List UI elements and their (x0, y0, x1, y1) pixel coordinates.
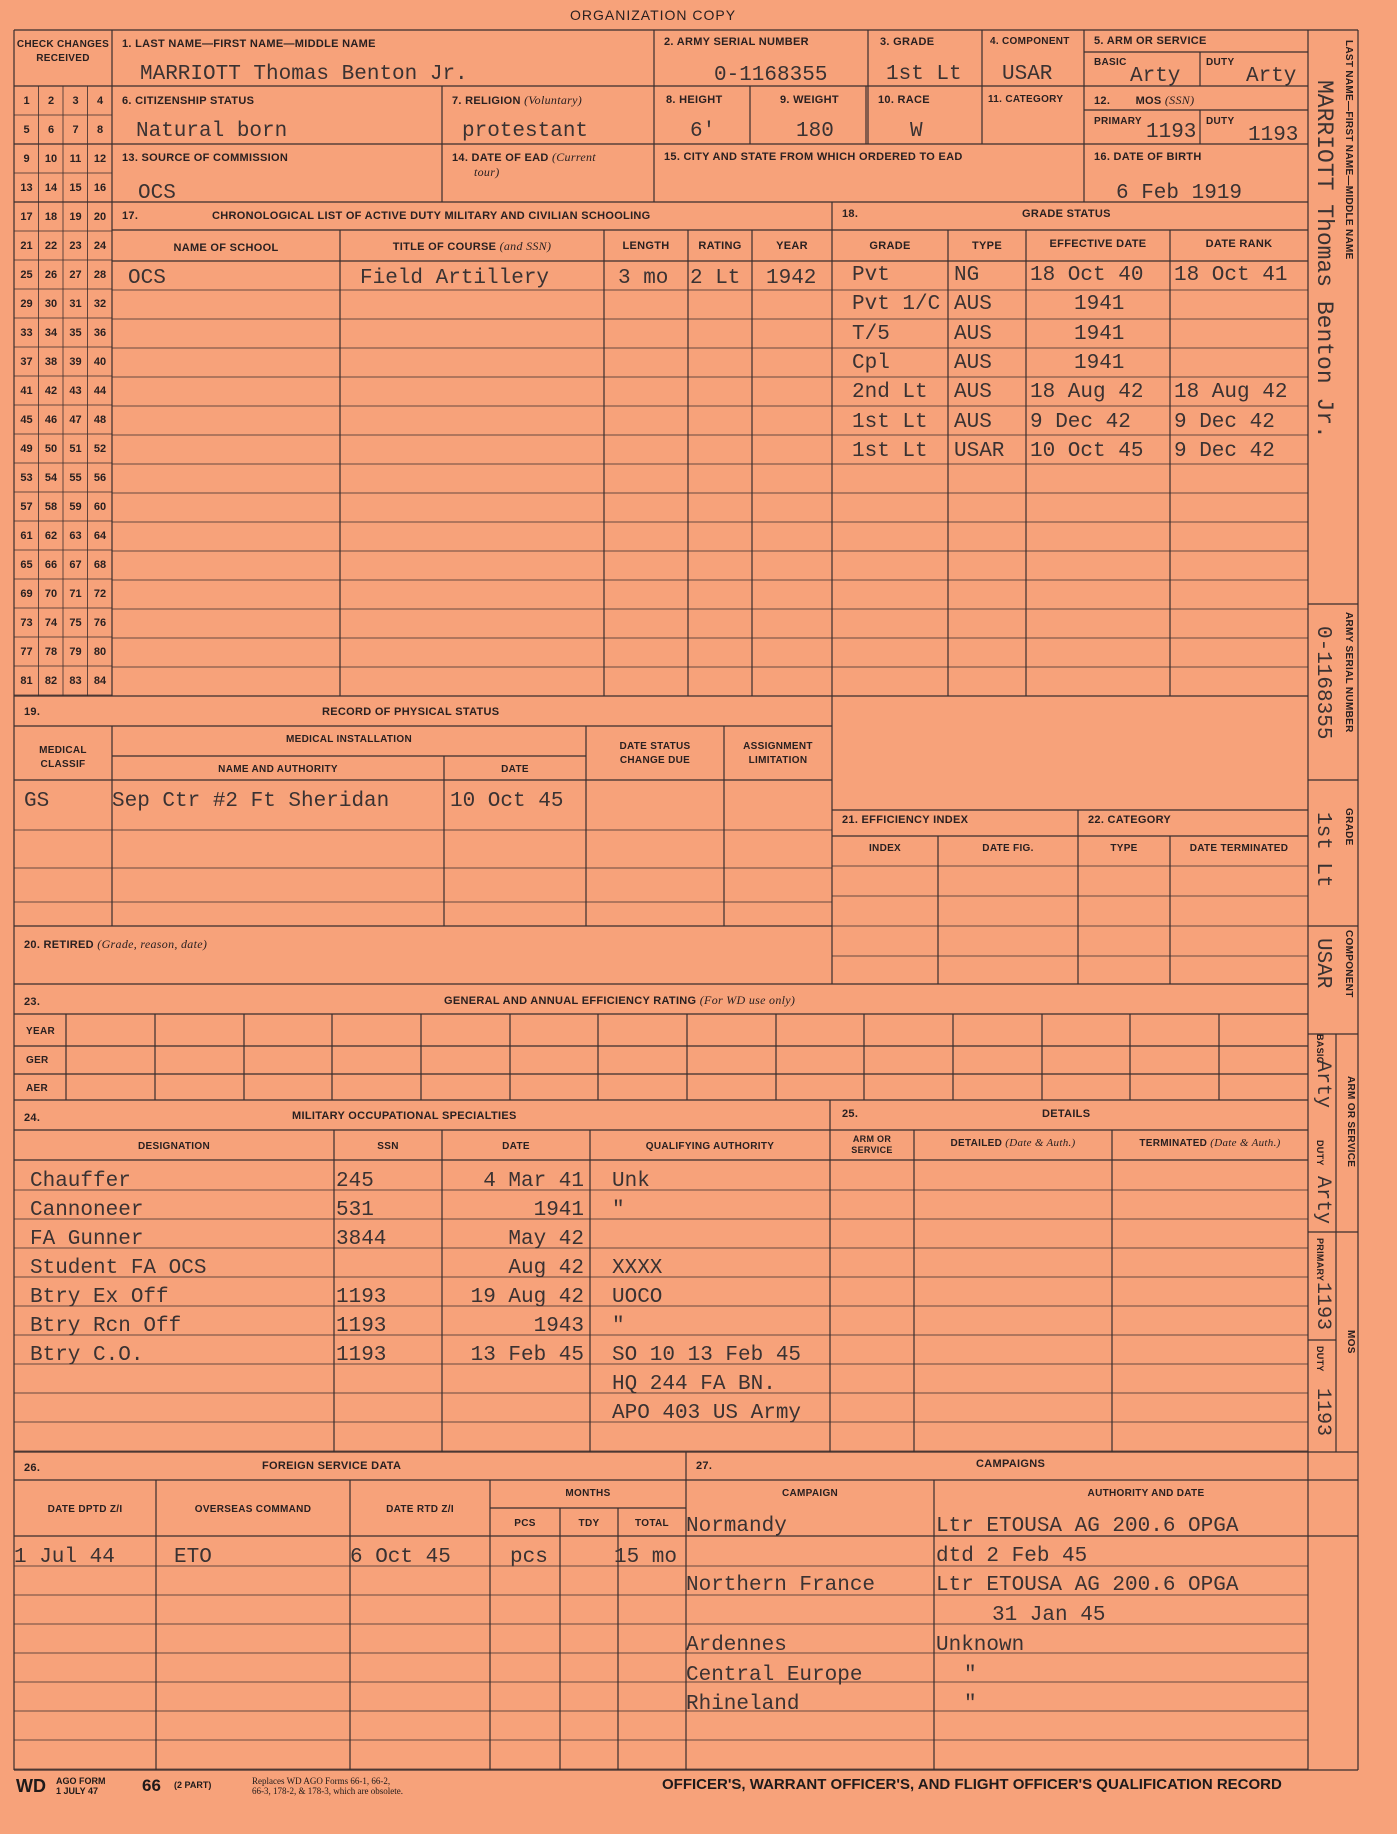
grade-status-type: AUS (954, 322, 992, 346)
check-number-cell: 48 (93, 414, 107, 426)
grade-status-type: USAR (954, 439, 1005, 463)
grade-status-eff: 18 Oct 40 (1030, 264, 1144, 287)
mos-ssn: 1193 (336, 1315, 387, 1338)
check-number-cell: 18 (44, 211, 58, 223)
check-number-cell: 55 (69, 472, 82, 484)
check-number-cell: 4 (96, 95, 104, 107)
mos-date-header: DATE (502, 1141, 530, 1152)
check-number-cell: 54 (44, 472, 58, 484)
field-26-label: FOREIGN SERVICE DATA (262, 1460, 402, 1472)
check-number-cell: 68 (93, 559, 107, 571)
arm-basic-value: Arty (1130, 65, 1181, 88)
check-number-cell: 8 (96, 124, 104, 136)
campaign-campaign: Ardennes (686, 1633, 787, 1657)
rating-aer-label: AER (26, 1083, 49, 1094)
rating-header: RATING (698, 240, 742, 252)
medical-installation-header: MEDICAL INSTALLATION (286, 734, 412, 745)
mos-ssn: 1193 (336, 1344, 387, 1367)
field-18-label: GRADE STATUS (1022, 208, 1111, 220)
field-27-num: 27. (696, 1460, 713, 1472)
campaign-auth: " (964, 1693, 977, 1717)
field-19-num: 19. (24, 706, 41, 718)
check-number-cell: 32 (93, 298, 107, 310)
grade-status-grade: Pvt (852, 264, 890, 287)
mos-ssn: 1193 (336, 1286, 387, 1309)
check-number-cell: 24 (93, 240, 107, 252)
side-arm-duty-value: Arty (1311, 1176, 1334, 1225)
physical-name: Sep Ctr #2 Ft Sheridan (112, 790, 390, 813)
date-rtd-value: 6 Oct 45 (350, 1546, 451, 1569)
field-15-label: 15. CITY AND STATE FROM WHICH ORDERED TO EAD (664, 151, 963, 163)
mos-auth: " (612, 1199, 625, 1222)
check-number-cell: 63 (69, 530, 82, 542)
check-number-cell: 45 (20, 414, 33, 426)
check-number-cell: 28 (93, 269, 107, 281)
check-number-cell: 49 (20, 443, 33, 455)
check-number-cell: 71 (69, 588, 82, 600)
campaign-campaign: Normandy (686, 1515, 787, 1538)
pcs-value: pcs (510, 1546, 548, 1569)
footer-part: (2 PART) (174, 1780, 212, 1790)
check-number-cell: 76 (93, 617, 107, 629)
total-header: TOTAL (635, 1518, 669, 1529)
qualifying-authority-header: QUALIFYING AUTHORITY (645, 1141, 775, 1152)
check-number-cell: 70 (44, 588, 58, 600)
side-asn-value: 0-1168355 (1311, 626, 1334, 740)
field-17-num: 17. (122, 210, 139, 222)
designation-header: DESIGNATION (137, 1141, 210, 1152)
campaign-campaign: Rhineland (686, 1693, 800, 1717)
footer-ago-date: 1 JULY 47 (56, 1786, 99, 1796)
check-number-cell: 56 (93, 472, 107, 484)
check-number-cell: 83 (69, 675, 82, 687)
course-header: TITLE OF COURSE (and SSN) (392, 239, 552, 253)
check-number-cell: 50 (44, 443, 58, 455)
index-header: INDEX (868, 843, 902, 854)
grade-status-type: NG (954, 264, 980, 287)
field-16-label: 16. DATE OF BIRTH (1094, 151, 1202, 163)
check-number-cell: 33 (20, 327, 33, 339)
schooling-course: Field Artillery (360, 267, 550, 290)
religion-value: protestant (462, 120, 589, 143)
field-11-label: 11. CATEGORY (988, 94, 1064, 105)
field-4-label: 4. COMPONENT (990, 36, 1070, 47)
field-24-label: MILITARY OCCUPATIONAL SPECIALTIES (292, 1110, 517, 1122)
grade-status-eff: 10 Oct 45 (1030, 439, 1144, 463)
check-number-cell: 1 (23, 95, 30, 107)
side-component-label: COMPONENT (1343, 930, 1354, 998)
schooling-school: OCS (128, 267, 166, 290)
check-number-cell: 17 (20, 211, 33, 223)
check-number-cell: 35 (69, 327, 82, 339)
check-number-cell: 36 (93, 327, 107, 339)
check-number-cell: 47 (69, 414, 82, 426)
mos-date: 4 Mar 41 (483, 1170, 585, 1193)
dob-value: 6 Feb 1919 (1116, 182, 1243, 205)
check-number-cell: 82 (44, 675, 58, 687)
check-number-cell: 84 (93, 675, 107, 687)
footer-replaces-1: Replaces WD AGO Forms 66-1, 66-2, (252, 1776, 391, 1786)
check-number-cell: 51 (69, 443, 82, 455)
check-number-cell: 7 (72, 124, 79, 136)
check-number-cell: 66 (44, 559, 58, 571)
field-27-label: CAMPAIGNS (976, 1458, 1046, 1470)
physical-classif: GS (24, 790, 50, 813)
footer-wd: WD (16, 1776, 46, 1796)
field-23-label: GENERAL AND ANNUAL EFFICIENCY RATING (For WD use only) (444, 993, 796, 1007)
side-duty2-label: DUTY (1315, 1346, 1325, 1372)
mos-date: May 42 (508, 1228, 585, 1251)
footer-replaces-2: 66-3, 178-2, & 178-3, which are obsolete. (252, 1786, 403, 1796)
date-dptd-value: 1 Jul 44 (14, 1546, 115, 1569)
date-rtd-header: DATE RTD Z/I (386, 1504, 454, 1515)
check-changes-label: CHECK CHANGES RECEIVED (16, 39, 110, 64)
side-asn-label: ARMY SERIAL NUMBER (1343, 612, 1354, 733)
grade-status-grade: T/5 (852, 322, 890, 346)
grade-status-eff: 1941 (1074, 293, 1125, 317)
check-number-cell: 77 (20, 646, 33, 658)
date-terminated-header: DATE TERMINATED (1189, 843, 1289, 854)
date-rank-header: DATE RANK (1205, 238, 1273, 250)
side-grade-value: 1st Lt (1311, 812, 1334, 888)
field-9-label: 9. WEIGHT (780, 94, 839, 106)
race-value: W (910, 120, 923, 143)
grade-status-type: AUS (954, 293, 992, 317)
copy-title: ORGANIZATION COPY (570, 7, 737, 23)
check-number-cell: 40 (93, 356, 107, 368)
field-13-label: 13. SOURCE OF COMMISSION (122, 152, 289, 164)
mos-ssn-header: SSN (377, 1141, 399, 1152)
check-number-cell: 78 (44, 646, 58, 658)
check-number-cell: 46 (44, 414, 58, 426)
field-25-num: 25. (842, 1108, 859, 1120)
arm-service-header: ARM OR SERVICE (851, 1134, 893, 1155)
grade-status-eff: 1941 (1074, 351, 1125, 375)
check-number-cell: 37 (20, 356, 33, 368)
footer-ago-form: AGO FORM (56, 1776, 106, 1786)
check-number-cell: 25 (20, 269, 33, 281)
campaign-auth: Unknown (936, 1633, 1025, 1657)
check-number-cell: 9 (23, 153, 30, 165)
mos-auth: Unk (612, 1170, 650, 1193)
side-arm-label: ARM OR SERVICE (1345, 1076, 1356, 1168)
mos-desig: Cannoneer (30, 1199, 144, 1222)
mos-auth: HQ 244 FA BN. (612, 1373, 776, 1396)
side-basic-label: BASIC (1315, 1034, 1325, 1064)
mos-desig: FA Gunner (30, 1228, 144, 1251)
length-header: LENGTH (622, 240, 670, 252)
field-6-label: 6. CITIZENSHIP STATUS (122, 95, 255, 107)
grade-status-grade: 2nd Lt (852, 381, 928, 405)
check-number-cell: 58 (44, 501, 58, 513)
component-value: USAR (1002, 63, 1053, 86)
check-number-cell: 74 (44, 617, 58, 629)
campaign-auth: 31 Jan 45 (992, 1604, 1106, 1628)
rating-year-label: YEAR (26, 1026, 55, 1037)
check-number-cell: 27 (69, 269, 82, 281)
check-number-cell: 57 (20, 501, 33, 513)
install-date-header: DATE (501, 764, 529, 775)
height-value: 6' (690, 120, 716, 143)
field-10-label: 10. RACE (878, 94, 930, 106)
side-arm-basic-value: Arty (1311, 1060, 1334, 1109)
field-20-label: 20. RETIRED (Grade, reason, date) (24, 937, 208, 951)
mos-date: 1943 (533, 1315, 585, 1338)
field-8-label: 8. HEIGHT (666, 94, 723, 106)
field-18-num: 18. (842, 208, 859, 220)
field-14-label: 14. DATE OF EAD (Current (452, 150, 596, 164)
mos-ssn: 245 (336, 1170, 374, 1193)
field-25-label: DETAILS (1042, 1108, 1091, 1120)
mos-desig: Btry Ex Off (30, 1286, 169, 1309)
grade-status-rank: 9 Dec 42 (1174, 410, 1275, 434)
mos-duty-value: 1193 (1248, 124, 1299, 147)
overseas-command-value: ETO (174, 1546, 212, 1569)
detailed-header: DETAILED (Date & Auth.) (950, 1137, 1076, 1149)
field-26-num: 26. (24, 1462, 41, 1474)
footer-form-title: OFFICER'S, WARRANT OFFICER'S, AND FLIGHT OFFICER'S QUALIFICATION RECORD (662, 1776, 1282, 1793)
check-number-cell: 26 (44, 269, 58, 281)
name-value: MARRIOTT Thomas Benton Jr. (140, 63, 468, 86)
mos-duty-label: DUTY (1206, 116, 1235, 127)
check-number-cell: 21 (20, 240, 33, 252)
mos-date: 19 Aug 42 (470, 1286, 585, 1309)
school-name-header: NAME OF SCHOOL (173, 242, 279, 254)
campaign-campaign: Northern France (686, 1574, 876, 1598)
grade-status-type: AUS (954, 351, 992, 375)
mos-auth: APO 403 US Army (612, 1402, 802, 1425)
check-number-cell: 20 (93, 211, 107, 223)
field-14-note: tour) (474, 165, 500, 179)
mos-primary-label: PRIMARY (1094, 116, 1142, 127)
check-number-cell: 30 (44, 298, 58, 310)
check-number-cell: 5 (23, 124, 30, 136)
check-number-cell: 2 (47, 95, 55, 107)
check-number-cell: 29 (20, 298, 33, 310)
campaign-auth: Ltr ETOUSA AG 200.6 OPGA (936, 1515, 1239, 1538)
year-header: YEAR (776, 240, 808, 252)
field-19-label: RECORD OF PHYSICAL STATUS (322, 706, 500, 718)
check-number-cell: 11 (69, 153, 82, 165)
field-2-label: 2. ARMY SERIAL NUMBER (664, 36, 809, 48)
campaign-header: CAMPAIGN (781, 1488, 839, 1499)
grade-status-eff: 1941 (1074, 322, 1125, 346)
mos-desig: Chauffer (30, 1170, 131, 1193)
category-type-header: TYPE (1110, 843, 1138, 854)
form-footer (16, 1776, 1356, 1816)
field-5-label: 5. ARM OR SERVICE (1094, 35, 1207, 47)
side-name-value: MARRIOTT Thomas Benton Jr. (1311, 80, 1337, 439)
effective-date-header: EFFECTIVE DATE (1049, 238, 1147, 250)
check-number-cell: 34 (44, 327, 58, 339)
grade-status-grade: 1st Lt (852, 410, 928, 434)
side-grade-label: GRADE (1343, 808, 1354, 846)
grade-status-rank: 18 Aug 42 (1174, 381, 1288, 405)
schooling-length: 3 mo (618, 267, 669, 290)
side-mos-duty-value: 1193 (1311, 1388, 1334, 1437)
field-12-label: 12. MOS (SSN) (1094, 93, 1195, 107)
tdy-header: TDY (578, 1518, 600, 1529)
months-header: MONTHS (565, 1488, 611, 1499)
check-number-cell: 69 (20, 588, 33, 600)
mos-auth: XXXX (612, 1257, 663, 1280)
campaign-auth: dtd 2 Feb 45 (936, 1544, 1088, 1568)
grade-header: GRADE (869, 240, 911, 252)
footer-form-number: 66 (142, 1776, 161, 1795)
check-number-cell: 79 (69, 646, 82, 658)
check-number-cell: 41 (20, 385, 33, 397)
field-21-label: 21. EFFICIENCY INDEX (842, 814, 969, 826)
side-mos-label: MOS (1345, 1330, 1356, 1354)
field-17-label: CHRONOLOGICAL LIST OF ACTIVE DUTY MILITARY AND CIVILIAN SCHOOLING (212, 210, 651, 222)
side-name-label: LAST NAME—FIRST NAME—MIDDLE NAME (1343, 40, 1354, 260)
schooling-rating: 2 Lt (690, 267, 741, 290)
check-number-cell: 38 (44, 356, 58, 368)
field-24-num: 24. (24, 1112, 41, 1124)
check-number-cell: 13 (20, 182, 33, 194)
grade-status-grade: Pvt 1/C (852, 293, 941, 317)
mos-primary-value: 1193 (1146, 121, 1197, 144)
check-number-cell: 43 (69, 385, 82, 397)
grade-status-rank: 9 Dec 42 (1174, 439, 1275, 463)
check-number-cell: 42 (44, 385, 58, 397)
citizenship-value: Natural born (136, 120, 288, 143)
check-number-cell: 16 (93, 182, 107, 194)
check-number-cell: 19 (69, 211, 82, 223)
side-component-value: USAR (1311, 938, 1334, 989)
grade-status-eff: 9 Dec 42 (1030, 410, 1131, 434)
check-number-cell: 53 (20, 472, 33, 484)
check-number-cell: 60 (93, 501, 107, 513)
check-number-cell: 64 (93, 530, 107, 542)
check-number-cell: 14 (44, 182, 58, 194)
mos-ssn: 531 (336, 1199, 374, 1222)
date-fig-header: DATE FIG. (982, 843, 1034, 854)
terminated-header: TERMINATED (Date & Auth.) (1139, 1137, 1281, 1149)
check-number-cell: 23 (69, 240, 82, 252)
mos-ssn: 3844 (336, 1228, 387, 1251)
grade-status-grade: Cpl (852, 351, 890, 375)
status-change-header: DATE STATUS CHANGE DUE (619, 741, 691, 766)
mos-date: 13 Feb 45 (470, 1344, 585, 1367)
grade-status-type: AUS (954, 410, 992, 434)
check-number-cell: 61 (20, 530, 33, 542)
grade-status-eff: 18 Aug 42 (1030, 381, 1144, 405)
side-primary-label: PRIMARY (1315, 1238, 1325, 1282)
mos-desig: Btry Rcn Off (30, 1315, 182, 1338)
type-header: TYPE (972, 240, 1002, 252)
check-number-cell: 3 (72, 95, 79, 107)
asn-value: 0-1168355 (714, 64, 828, 87)
mos-auth: SO 10 13 Feb 45 (612, 1344, 802, 1367)
arm-duty-value: Arty (1246, 65, 1297, 88)
grade-status-rank: 18 Oct 41 (1174, 264, 1288, 287)
check-number-cell: 65 (20, 559, 33, 571)
field-1-label: 1. LAST NAME—FIRST NAME—MIDDLE NAME (122, 38, 376, 50)
check-number-cell: 72 (93, 588, 107, 600)
rating-ger-label: GER (26, 1055, 49, 1066)
check-number-cell: 10 (44, 153, 58, 165)
name-authority-header: NAME AND AUTHORITY (218, 764, 338, 775)
campaign-authority-header: AUTHORITY AND DATE (1087, 1488, 1205, 1499)
pcs-header: PCS (514, 1518, 536, 1529)
check-number-cell: 12 (93, 153, 107, 165)
campaign-auth: Ltr ETOUSA AG 200.6 OPGA (936, 1574, 1239, 1598)
mos-desig: Student FA OCS (30, 1257, 207, 1280)
mos-date: Aug 42 (508, 1257, 585, 1280)
grade-value: 1st Lt (886, 63, 962, 86)
check-number-cell: 73 (20, 617, 33, 629)
check-number-cell: 59 (69, 501, 82, 513)
source-value: OCS (138, 182, 176, 205)
mos-auth: " (612, 1315, 625, 1338)
mos-auth: UOCO (612, 1286, 663, 1309)
side-mos-primary-value: 1193 (1311, 1282, 1334, 1331)
campaign-campaign: Central Europe (686, 1663, 863, 1687)
medical-classif-header: MEDICAL CLASSIF (39, 745, 87, 770)
physical-date: 10 Oct 45 (450, 790, 564, 813)
date-dptd-header: DATE DPTD Z/I (47, 1504, 123, 1515)
check-number-cell: 31 (69, 298, 82, 310)
assignment-limitation-header: ASSIGNMENT LIMITATION (743, 741, 813, 766)
check-number-cell: 62 (44, 530, 58, 542)
check-number-cell: 39 (69, 356, 82, 368)
grade-status-type: AUS (954, 381, 992, 405)
field-23-num: 23. (24, 996, 41, 1008)
check-number-cell: 6 (47, 124, 55, 136)
side-duty-label: DUTY (1315, 1140, 1325, 1166)
mos-date: 1941 (533, 1199, 585, 1222)
field-5-duty-label: DUTY (1206, 57, 1235, 68)
check-number-cell: 52 (93, 443, 107, 455)
check-number-cell: 75 (69, 617, 82, 629)
field-7-label: 7. RELIGION (Voluntary) (452, 93, 583, 107)
field-22-label: 22. CATEGORY (1088, 814, 1172, 826)
mos-desig: Btry C.O. (30, 1344, 144, 1367)
check-number-cell: 44 (93, 385, 107, 397)
schooling-year: 1942 (766, 267, 817, 290)
grade-status-grade: 1st Lt (852, 439, 928, 463)
weight-value: 180 (796, 120, 834, 143)
check-number-cell: 67 (69, 559, 82, 571)
field-5-basic-label: BASIC (1094, 57, 1127, 68)
field-3-label: 3. GRADE (880, 36, 935, 48)
check-number-cell: 81 (20, 675, 33, 687)
check-number-cell: 80 (93, 646, 107, 658)
check-number-cell: 22 (44, 240, 58, 252)
check-number-cell: 15 (69, 182, 82, 194)
total-value: 15 mo (614, 1546, 678, 1569)
campaign-auth: " (964, 1663, 977, 1687)
overseas-command-header: OVERSEAS COMMAND (194, 1504, 312, 1515)
